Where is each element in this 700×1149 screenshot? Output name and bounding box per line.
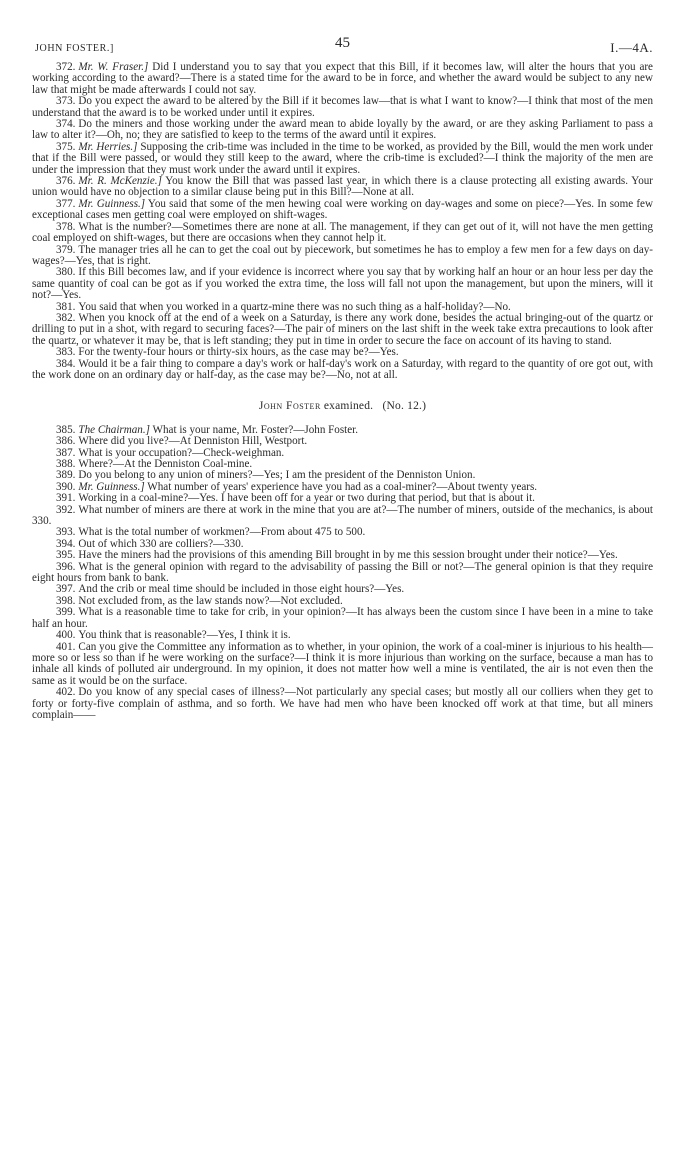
question-number: 377. — [56, 197, 76, 210]
document-reference: I.—4A. — [610, 40, 653, 55]
question-number: 390. — [56, 480, 76, 493]
question-answer-text: Where?—At the Denniston Coal-mine. — [78, 458, 253, 470]
testimony-entry — [32, 119, 653, 142]
section-heading — [32, 401, 653, 412]
testimony-entry — [32, 562, 653, 585]
question-number: 395. — [56, 549, 76, 562]
question-answer-text: Have the miners had the provisions of this amending Bill brought in by me this session brought under their notice?—Yes. — [78, 549, 618, 562]
question-number: 388. — [56, 458, 76, 470]
testimony-entry — [32, 359, 653, 382]
question-answer-text: You said that some of the men hewing coal were working on day-wages and some on piece?—Yes. In some few exceptional cases men getting coal were employed on shift-wages. — [32, 197, 653, 222]
question-answer-text: Where did you live?—At Denniston Hill, Westport. — [78, 435, 308, 448]
testimony-entry — [32, 96, 653, 119]
question-number: 402. — [56, 686, 76, 699]
question-answer-text: Would it be a fair thing to compare a day's work or half-day's work on a Saturday, with regard to the quantity of ore got out, with the work done on an ordinary day or half-day, as the case may be?—No, not at all. — [32, 357, 653, 381]
question-number: 396. — [56, 560, 76, 573]
question-answer-text: What is a reasonable time to take for crib, in your opinion?—It has always been the custom since I have been in a mine to take half an hour. — [32, 606, 653, 630]
question-number: 373. — [56, 95, 76, 108]
question-number: 376. — [56, 175, 76, 188]
question-answer-text: Did I understand you to say that you expect that this Bill, if it becomes law, will alter the hours that you are working according to the award?—There is a stated time for the award to be in force, and whether the award would be subject to any new law that might be made afterwards I could not say. — [32, 61, 653, 96]
question-number: 400. — [56, 629, 76, 642]
question-answer-text: For the twenty-four hours or thirty-six hours, as the case may be?—Yes. — [78, 346, 399, 359]
testimony-entry — [32, 245, 653, 268]
testimony-entry — [32, 142, 653, 176]
speaker-name: Mr. R. McKenzie.] — [78, 175, 162, 188]
question-answer-text: The manager tries all he can to get the coal out by piecework, but sometimes he has to employ a few men for a few days on day-wages?—Yes, that is right. — [32, 243, 653, 267]
examined-label: examined. — [323, 400, 374, 413]
speaker-name: The Chairman.] — [78, 423, 150, 436]
testimony-entry — [32, 199, 653, 222]
testimony-entry — [32, 176, 653, 199]
testimony-entry — [32, 313, 653, 347]
question-number: 389. — [56, 469, 76, 482]
question-answer-text: And the crib or meal time should be included in those eight hours?—Yes. — [78, 583, 405, 596]
question-answer-text: What number of miners are there at work in the mine that you are at?—The number of miners, outside of the mechanics, is about 330. — [32, 503, 653, 528]
testimony-entry — [32, 505, 653, 528]
question-answer-text: What number of years' experience have you had as a coal-miner?—About twenty years. — [147, 480, 538, 493]
speaker-name: Mr. Guinness.] — [78, 197, 146, 210]
question-number: 394. — [56, 537, 76, 550]
question-answer-text: Working in a coal-mine?—Yes. I have been off for a year or two during that period, but that is about it. — [78, 492, 535, 505]
question-answer-text: If this Bill becomes law, and if your evidence is incorrect where you say that by working half an hour or an hour less per day the same quantity of coal can be got as if you worked the extra time, the loss will fall not upon the management, but upon the miners, will it not?—Yes. — [32, 266, 653, 302]
question-number: 381. — [56, 300, 76, 313]
question-number: 393. — [56, 526, 76, 539]
question-number: 386. — [56, 435, 76, 448]
question-answer-text: Do you expect the award to be altered by the Bill if it becomes law—that is what I want to know?—I think that most of the men understand that the award is to be worked under until it expires. — [32, 95, 653, 119]
testimony-entry — [32, 222, 653, 245]
witness-number: (No. 12.) — [382, 400, 427, 413]
question-number: 385. — [56, 423, 76, 436]
testimony-after — [32, 425, 653, 722]
testimony-entry — [32, 267, 653, 301]
question-number: 379. — [56, 243, 76, 256]
question-number: 384. — [56, 357, 76, 370]
question-answer-text: What is the total number of workmen?—From about 475 to 500. — [78, 526, 366, 539]
testimony-entry — [32, 687, 653, 721]
question-number: 380. — [56, 266, 76, 279]
testimony-before — [32, 62, 653, 381]
question-number: 397. — [56, 583, 76, 596]
question-number: 374. — [56, 118, 76, 131]
question-answer-text: Can you give the Committee any information as to whether, in your opinion, the work of a coal-miner is injurious to his health—more so or less so than if he were working on the surface?—I think it is more injurious than working on the surface, because a man has to inhale all kinds of polluted air underground. In my opinion, it does not matter how well a mine is ventilated, the air is not even then the same as it would be on the surface. — [32, 640, 653, 687]
page-number: 45 — [335, 35, 350, 51]
question-number: 401. — [56, 640, 76, 653]
question-number: 399. — [56, 606, 76, 619]
running-head-left: JOHN FOSTER.] — [35, 43, 114, 54]
question-number: 375. — [56, 140, 76, 153]
question-answer-text: When you knock off at the end of a week on a Saturday, is there any work done, besides the actual bringing-out of the quartz or drilling to put in a shot, with regard to securing faces?—The pair of miners on the last shift in the week take extra precautions to look after the quartz, or whatever it may be, that is left standing; they put in time in order to secure the face on account of its having to stand. — [32, 311, 653, 347]
question-answer-text: What is your occupation?—Check-weighman. — [78, 446, 285, 459]
question-answer-text: You know the Bill that was passed last year, in which there is a clause protecting all existing awards. Your union would have no objection to a similar clause being put in this Bill?—None at all. — [32, 175, 653, 199]
speaker-name: Mr. Guinness.] — [78, 480, 145, 493]
question-number: 378. — [56, 220, 76, 233]
question-answer-text: Out of which 330 are colliers?—330. — [78, 537, 244, 550]
question-answer-text: Do you know of any special cases of illness?—Not particularly any special cases; but mostly all our colliers when they get to forty or forty-five complain of asthma, and so forth. We have had men who have been knocked off work at that time, but all miners complain—— — [32, 686, 653, 721]
question-number: 383. — [56, 346, 76, 359]
question-answer-text: Do you belong to any union of miners?—Yes; I am the president of the Denniston Union. — [78, 469, 476, 482]
page-header — [32, 35, 653, 60]
question-answer-text: Supposing the crib-time was included in the time to be worked, as provided by the Bill, would the men work under that if the Bill were passed, or would they still keep to the award, where the crib-time is excluded?—I think the majority of the men are under the impression that they must work under the award until it expires. — [32, 140, 653, 176]
question-answer-text: You think that is reasonable?—Yes, I think it is. — [78, 629, 291, 642]
speaker-name: Mr. Herries.] — [78, 140, 138, 153]
testimony-entry — [32, 62, 653, 96]
testimony-entry — [32, 607, 653, 630]
question-answer-text: You said that when you worked in a quartz-mine there was no such thing as a half-holiday?—No. — [78, 300, 511, 313]
speaker-name: Mr. W. Fraser.] — [78, 61, 149, 73]
question-number: 398. — [56, 594, 76, 607]
question-number: 391. — [56, 492, 76, 505]
question-number: 382. — [56, 311, 76, 324]
question-answer-text: Not excluded from, as the law stands now?—Not excluded. — [78, 594, 343, 607]
question-number: 372. — [56, 61, 76, 73]
witness-name: John Foster — [258, 400, 321, 413]
question-number: 392. — [56, 503, 76, 516]
question-answer-text: What is the general opinion with regard to the advisability of passing the Bill or not?—The general opinion is that they require eight hours from bank to bank. — [32, 560, 653, 585]
question-answer-text: What is the number?—Sometimes there are none at all. The management, if they can get out of it, will not have the men getting coal employed on shift-wages, but there are occasions when they cannot help it. — [32, 220, 653, 245]
question-answer-text: What is your name, Mr. Foster?—John Foster. — [152, 423, 359, 436]
testimony-entry — [32, 642, 653, 688]
question-number: 387. — [56, 446, 76, 459]
question-answer-text: Do the miners and those working under the award mean to abide loyally by the award, or are they asking Parliament to pass a law to alter it?—Oh, no; they are satisfied to keep to the terms of the award until it expires. — [32, 118, 653, 142]
